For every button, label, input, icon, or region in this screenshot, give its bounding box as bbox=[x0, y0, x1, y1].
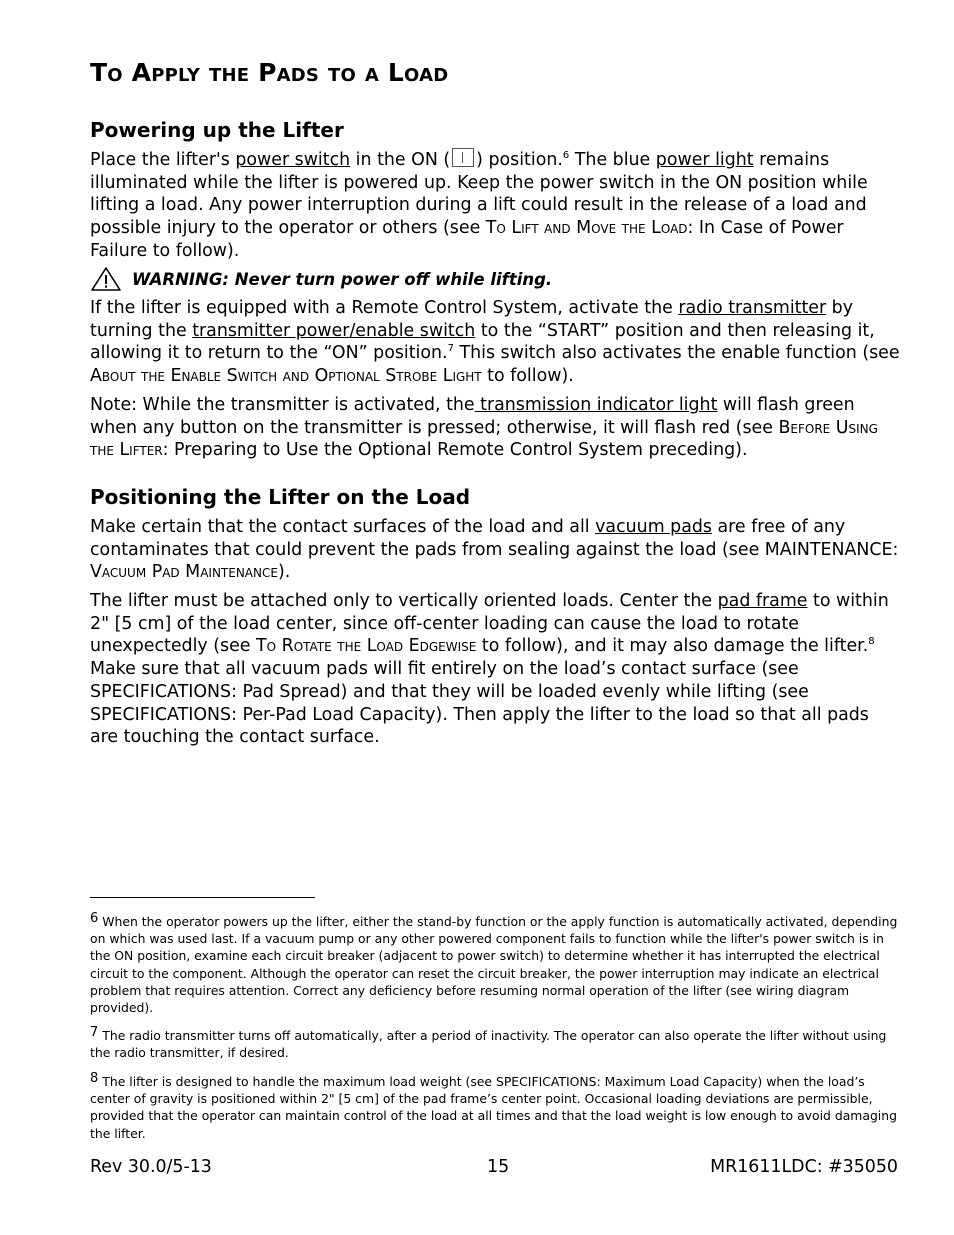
text: remains illuminated while the lifter is powered up. Keep the power switch in the ON position while lifting a load. Any power interruption during a lift could result in the release of a load and possible injury to the operator or others (see bbox=[90, 150, 868, 239]
text: ). bbox=[277, 562, 291, 583]
term-pad-frame: pad frame bbox=[717, 591, 808, 611]
section-heading-powering-up: Powering up the Lifter bbox=[90, 118, 344, 142]
power-on-symbol-icon bbox=[452, 148, 474, 167]
footnote-text: The lifter is designed to handle the maximum load weight (see SPECIFICATIONS: Maximum Load Capacity) when the load’s center of gravity is positioned within 2" [5 cm] of the pad frame’s center point. Occasional loading deviations are permissible, provided that the operator can maintain control of the load at all times and that the load weight is low enough to avoid damaging the lifter. bbox=[90, 1074, 897, 1141]
text: are free of any contaminates that could prevent the pads from sealing against the load (see MAINTENANCE: bbox=[90, 517, 899, 560]
footnote-ref: 6 bbox=[562, 150, 570, 161]
text: : Preparing to Use the Optional Remote Control System preceding). bbox=[162, 440, 748, 461]
text: Place the lifter's bbox=[90, 150, 236, 170]
text: The lifter must be attached only to vertically oriented loads. Center the bbox=[90, 591, 718, 611]
footnote-8 bbox=[90, 1070, 900, 1142]
warning-callout bbox=[90, 266, 552, 292]
text: to the “START” position and then releasing it, allowing it to return to the “ON” position. bbox=[90, 320, 875, 364]
footnote-7 bbox=[90, 1024, 900, 1061]
footnote-divider bbox=[90, 897, 315, 898]
term-transmission-indicator-light: transmission indicator light bbox=[474, 395, 718, 415]
footnote-text: The radio transmitter turns off automatically, after a period of inactivity. The operator can also operate the lifter without using the radio transmitter, if desired. bbox=[90, 1028, 887, 1061]
section-heading-positioning: Positioning the Lifter on the Load bbox=[90, 485, 471, 509]
paragraph-remote-control bbox=[90, 297, 902, 388]
text: will flash green when any button on the transmitter is pressed; otherwise, it will flash red (see bbox=[90, 395, 855, 438]
term-power-switch: power switch bbox=[235, 150, 351, 170]
footnote-number: 7 bbox=[90, 1025, 99, 1040]
text: The blue bbox=[569, 150, 656, 170]
warning-triangle-icon bbox=[90, 266, 122, 292]
term-transmitter-switch: transmitter power/enable switch bbox=[192, 320, 476, 341]
cross-reference: To Rotate the Load Edgewise bbox=[256, 636, 477, 657]
text: Make certain that the contact surfaces of the load and all bbox=[90, 517, 596, 537]
term-power-light: power light bbox=[655, 150, 754, 170]
warning-text: WARNING: Never turn power off while lifting. bbox=[132, 269, 553, 289]
footnote-ref: 8 bbox=[868, 636, 875, 648]
term-radio-transmitter: radio transmitter bbox=[678, 298, 827, 318]
cross-reference: To Lift and Move the Load bbox=[485, 218, 688, 239]
text: This switch also activates the enable function (see bbox=[453, 343, 900, 364]
footer-document-id: MR1611LDC: #35050 bbox=[710, 1157, 898, 1177]
footer-revision: Rev 30.0/5-13 bbox=[90, 1157, 212, 1177]
text: : In Case of Power Failure to follow). bbox=[90, 218, 844, 261]
cross-reference: Vacuum Pad Maintenance bbox=[90, 562, 278, 583]
paragraph-center-pad-frame bbox=[90, 590, 902, 749]
paragraph-power-switch bbox=[90, 148, 902, 263]
text: to within 2" [5 cm] of the load center, since off-center loading can cause the load to rotate unexpectedly (see bbox=[90, 591, 889, 657]
footnote-number: 6 bbox=[90, 911, 99, 926]
footnote-ref: 7 bbox=[447, 343, 454, 355]
text: Make sure that all vacuum pads will fit entirely on the load’s contact surface (see SPECIFICATIONS: Pad Spread) and that they will be loaded evenly while lifting (see SPECIFICATIONS: Per-Pad Load Capacity). Then apply the lifter to the load so that all pads are touching the contact surface. bbox=[90, 659, 869, 748]
footnote-text: When the operator powers up the lifter, either the stand-by function or the apply function is automatically activated, depending on which was used last. If a vacuum pump or any other powered component fails to function while the lifter's power switch is in the ON position, examine each circuit breaker (adjacent to power switch) to determine whether it has interrupted the electrical circuit to the component. Although the operator can reset the circuit breaker, the power interruption may indicate an electrical problem that requires attention. Correct any deficiency before resuming normal operation of the lifter (see wiring diagram provided). bbox=[90, 914, 898, 1016]
page-title: To Apply the Pads to a Load bbox=[90, 58, 449, 87]
text: ) position. bbox=[476, 150, 563, 170]
text: to follow). bbox=[481, 366, 574, 387]
paragraph-note-transmitter bbox=[90, 394, 902, 462]
text: If the lifter is equipped with a Remote Control System, activate the bbox=[90, 298, 679, 318]
text: Note: While the transmitter is activated, the bbox=[90, 395, 475, 415]
text: in the ON ( bbox=[350, 150, 451, 170]
text: to follow), and it may also damage the lifter. bbox=[476, 636, 869, 657]
footnote-6 bbox=[90, 910, 900, 1016]
cross-reference: Before Using the Lifter bbox=[90, 417, 878, 461]
footnote-number: 8 bbox=[90, 1071, 99, 1086]
cross-reference: About the Enable Switch and Optional Strobe Light bbox=[90, 366, 482, 387]
term-vacuum-pads: vacuum pads bbox=[595, 517, 712, 537]
paragraph-contact-surfaces bbox=[90, 516, 902, 584]
footer-page-number: 15 bbox=[487, 1157, 510, 1177]
text: by turning the bbox=[90, 298, 854, 341]
